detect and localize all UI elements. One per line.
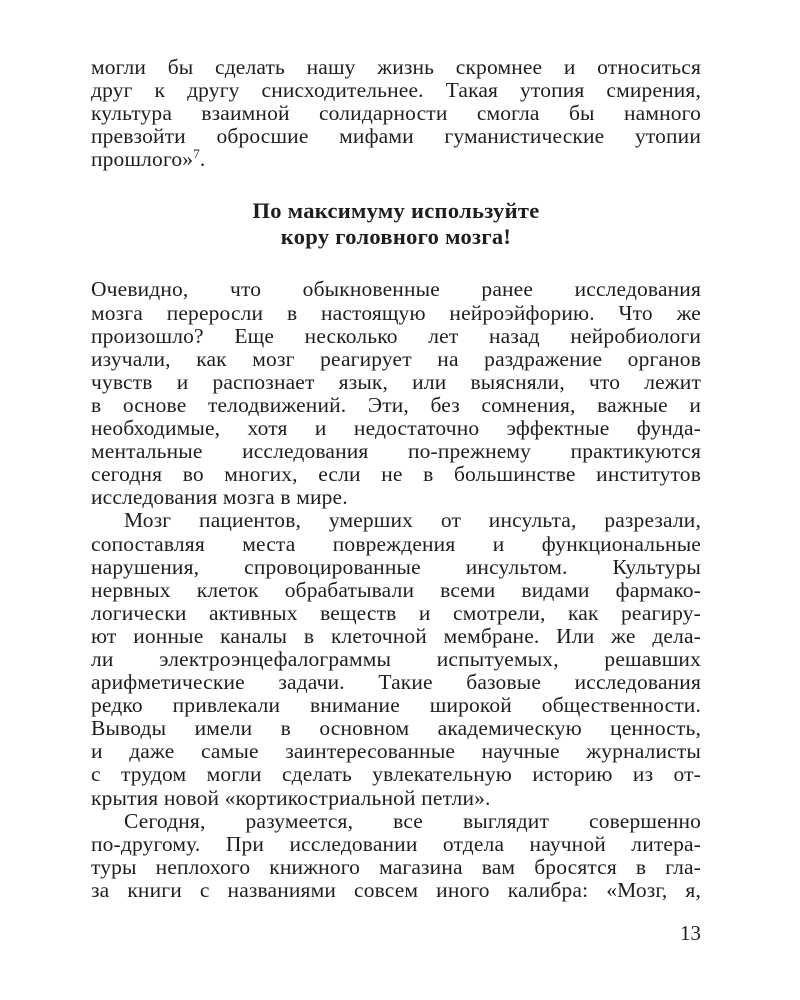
text-line: сегодня во многих, если не в большинстве институтов <box>91 462 701 487</box>
text-line: могли бы сделать нашу жизнь скромнее и относиться <box>91 55 701 79</box>
text-line: культура взаимной солидарности смогла бы намного <box>91 101 701 126</box>
text-line: чувств и распознает язык, или выясняли, что лежит <box>91 369 701 394</box>
text-fragment: . <box>199 147 206 172</box>
top-paragraph <box>91 56 701 171</box>
text-line: друг к другу снисходительнее. Такая утопия смирения, <box>91 78 701 103</box>
text-line: необходимые, хотя и недостаточно эффектные фунда- <box>91 416 701 441</box>
section-heading <box>91 198 701 250</box>
text-line: Очевидно, что обыкновенные ранее исследования <box>91 277 701 302</box>
text-line: редко привлекали внимание широкой общественности. <box>91 693 701 718</box>
text-line: за книги с названиями совсем иного калибра: «Мозг, я, <box>91 877 701 902</box>
paragraph-2 <box>91 509 701 809</box>
text-line: нарушения, спровоцированные инсультом. Культуры <box>91 554 701 579</box>
text-line: Сегодня, разумеется, все выглядит совершенно <box>124 808 701 833</box>
text-line: нервных клеток обрабатывали всеми видами фармако- <box>91 577 701 602</box>
text-line: ментальные исследования по-прежнему практикуются <box>91 439 701 464</box>
text-line: Мозг пациентов, умерших от инсульта, разрезали, <box>124 508 701 533</box>
text-line: и даже самые заинтересованные научные журналисты <box>91 739 701 764</box>
text-line: сопоставляя места повреждения и функциональные <box>91 531 701 556</box>
page-body <box>91 56 701 902</box>
text-line: в основе телодвижений. Эти, без сомнения, важные и <box>91 392 701 417</box>
paragraph-1 <box>91 278 701 509</box>
text-line: превзойти обросшие мифами гуманистические утопии <box>91 124 701 149</box>
text-line-last: крытия новой «кортикостриальной петли». <box>91 785 491 810</box>
text-line: произошло? Еще несколько лет назад нейробиологи <box>91 323 701 348</box>
heading-line: кору головного мозга! <box>280 224 512 250</box>
text-line: арифметические задачи. Такие базовые исследования <box>91 670 701 695</box>
text-line: мозга переросли в настоящую нейроэйфорию. Что же <box>91 300 701 325</box>
footnote-ref: 7 <box>193 146 200 162</box>
text-line: по-другому. При исследовании отдела научной литера- <box>91 831 701 856</box>
text-line-last: исследования мозга в мире. <box>91 485 348 510</box>
text-line: туры неплохого книжного магазина вам бросятся в гла- <box>91 854 701 879</box>
text-line: ют ионные каналы в клеточной мембране. Или же дела- <box>91 623 701 648</box>
text-line: ли электроэнцефалограммы испытуемых, решавших <box>91 646 701 671</box>
text-line: с трудом могли сделать увлекательную историю из от- <box>91 762 701 787</box>
text-line: Выводы имели в основном академическую ценность, <box>91 716 701 741</box>
paragraph-3 <box>91 810 701 902</box>
page-number: 13 <box>680 921 701 945</box>
text-line: логически активных веществ и смотрели, как реагиру- <box>91 600 701 625</box>
text-line-last <box>91 148 701 171</box>
text-fragment: прошлого» <box>91 147 194 172</box>
text-line: изучали, как мозг реагирует на раздражение органов <box>91 346 701 371</box>
heading-line: По максимуму используйте <box>252 198 540 224</box>
